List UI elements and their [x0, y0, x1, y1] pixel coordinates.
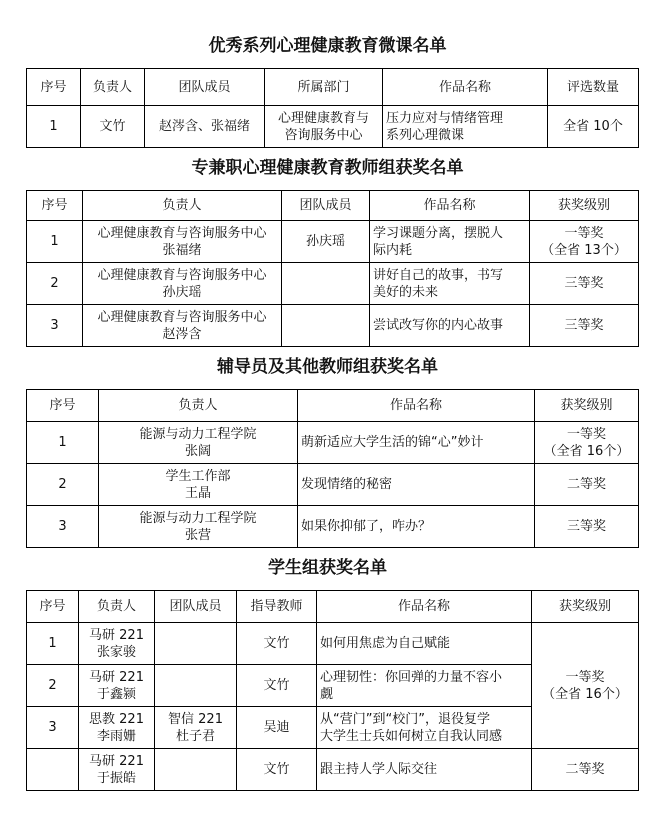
cell-line: 全省 10个: [563, 119, 623, 134]
table-row: [27, 464, 639, 506]
cell-line: 3: [48, 720, 57, 735]
cell: [237, 749, 317, 791]
cell: [27, 623, 79, 665]
merged-award-cell: [532, 623, 639, 749]
cell: [99, 464, 298, 506]
cell: [298, 464, 535, 506]
cell: [370, 263, 530, 305]
cell-line: 际内耗: [373, 242, 413, 258]
header-cell: 序号: [27, 591, 79, 623]
cell: [282, 305, 370, 347]
cell: [370, 305, 530, 347]
cell: [282, 263, 370, 305]
cell: [237, 665, 317, 707]
header-cell: 团队成员: [145, 69, 265, 106]
cell-line: 1: [58, 435, 67, 450]
cell-line: 心理健康教育与咨询服务中心: [97, 225, 267, 241]
cell: [265, 106, 383, 148]
cell-line: 心理健康教育与咨询服务中心: [97, 267, 267, 283]
cell: [99, 422, 298, 464]
table-counselors: [26, 389, 639, 548]
header-cell: 作品名称: [370, 191, 530, 221]
cell-line: （全省 16个）: [542, 686, 628, 702]
cell-line: 张营: [184, 527, 211, 543]
table-teachers: [26, 190, 639, 347]
cell-line: 能源与动力工程学院: [139, 426, 257, 442]
cell: [27, 665, 79, 707]
cell-line: 心理韧性：你回弹的力量不容小: [320, 669, 503, 685]
cell: [317, 665, 532, 707]
cell-line: 二等奖: [565, 762, 605, 777]
section-title-microlecture: 优秀系列心理健康教育微课名单: [208, 36, 447, 56]
table-row: [27, 263, 639, 305]
cell-line: 2: [48, 678, 57, 693]
cell-line: 压力应对与情绪管理: [386, 110, 504, 126]
cell-line: 赵涔含、张福绪: [158, 119, 250, 134]
cell-line: 张福绪: [162, 242, 202, 258]
cell: [27, 106, 81, 148]
cell: [79, 707, 155, 749]
cell: [370, 221, 530, 263]
cell-line: 觑: [320, 686, 334, 702]
cell-line: 3: [58, 519, 67, 534]
cell-line: 于振皓: [96, 770, 136, 786]
header-cell: 获奖级别: [530, 191, 639, 221]
cell-line: 三等奖: [566, 519, 606, 534]
header-cell: 获奖级别: [535, 390, 639, 422]
cell-line: 张家骏: [96, 644, 136, 660]
cell-line: 王晶: [184, 485, 211, 501]
cell-line: 二等奖: [566, 477, 606, 492]
header-cell: 作品名称: [317, 591, 532, 623]
header-cell: 序号: [27, 191, 83, 221]
cell-line: 讲好自己的故事，书写: [373, 267, 504, 283]
cell-line: 1: [48, 636, 57, 651]
header-cell: 作品名称: [298, 390, 535, 422]
header-cell: 负责人: [81, 69, 145, 106]
cell-line: 李雨姗: [96, 728, 136, 744]
cell: [27, 305, 83, 347]
cell: [548, 106, 639, 148]
cell-line: 杜子君: [175, 728, 215, 744]
cell-line: 孙庆瑶: [305, 234, 345, 249]
header-cell: 负责人: [83, 191, 282, 221]
cell: [155, 749, 237, 791]
cell-line: 2: [50, 276, 59, 291]
cell: [298, 422, 535, 464]
cell: [532, 749, 639, 791]
cell-line: 如果你抑郁了，咋办？: [301, 519, 432, 534]
cell-line: 咨询服务中心: [284, 127, 363, 143]
cell: [27, 506, 99, 548]
cell: [535, 422, 639, 464]
cell-line: 一等奖: [564, 225, 604, 241]
table-row: [27, 623, 639, 665]
cell: [317, 749, 532, 791]
cell: [27, 464, 99, 506]
cell-line: 三等奖: [564, 276, 604, 291]
cell: [27, 263, 83, 305]
cell: [79, 665, 155, 707]
cell: [383, 106, 548, 148]
cell: [317, 623, 532, 665]
header-cell: 获奖级别: [532, 591, 639, 623]
header-cell: 序号: [27, 390, 99, 422]
header-cell: 序号: [27, 69, 81, 106]
table-row: [27, 422, 639, 464]
cell-line: 于鑫颍: [96, 686, 136, 702]
cell: [79, 749, 155, 791]
cell-line: 萌新适应大学生活的锦“心”妙计: [301, 435, 484, 450]
cell-line: 张阔: [184, 443, 211, 459]
header-cell: 指导教师: [237, 591, 317, 623]
cell: [99, 506, 298, 548]
cell: [81, 106, 145, 148]
cell-line: （全省 13个）: [541, 242, 627, 258]
cell-line: 马研 221: [89, 753, 144, 769]
cell: [27, 707, 79, 749]
cell-line: 美好的未来: [373, 284, 439, 300]
cell-line: 一等奖: [566, 426, 606, 442]
table-header-row: [27, 390, 639, 422]
header-cell: 负责人: [79, 591, 155, 623]
cell-line: 1: [50, 234, 59, 249]
cell-line: 发现情绪的秘密: [301, 477, 393, 492]
cell: [83, 305, 282, 347]
header-cell: 所属部门: [265, 69, 383, 106]
cell: [27, 749, 79, 791]
cell: [155, 665, 237, 707]
cell-line: 从“营门”到“校门”，退役复学: [320, 711, 490, 727]
cell-line: （全省 16个）: [543, 443, 630, 459]
header-cell: 团队成员: [155, 591, 237, 623]
cell-line: 如何用焦虑为自己赋能: [320, 636, 451, 651]
header-cell: 作品名称: [383, 69, 548, 106]
cell-line: 系列心理微课: [386, 127, 465, 143]
cell-line: 文竹: [99, 119, 126, 134]
cell-line: 2: [58, 477, 67, 492]
cell: [155, 707, 237, 749]
cell: [298, 506, 535, 548]
cell-line: 一等奖: [565, 669, 605, 685]
cell-line: 三等奖: [564, 318, 604, 333]
cell-line: 马研 221: [89, 627, 144, 643]
cell-line: 心理健康教育与咨询服务中心: [97, 309, 267, 325]
cell-line: 吴迪: [263, 720, 290, 735]
cell-line: 大学生士兵如何树立自我认同感: [320, 728, 503, 744]
cell: [83, 221, 282, 263]
table-row: [27, 749, 639, 791]
cell-line: 跟主持人学人际交往: [320, 762, 438, 777]
cell: [530, 221, 639, 263]
cell-line: 马研 221: [89, 669, 144, 685]
cell-line: 文竹: [263, 762, 290, 777]
cell-line: 学生工作部: [165, 468, 231, 484]
cell-line: 文竹: [263, 636, 290, 651]
cell: [79, 623, 155, 665]
cell: [535, 506, 639, 548]
table-row: [27, 506, 639, 548]
table-header-row: [27, 591, 639, 623]
cell: [83, 263, 282, 305]
section-title-counselors: 辅导员及其他教师组获奖名单: [217, 357, 438, 377]
cell-line: 赵涔含: [162, 326, 202, 342]
cell: [27, 422, 99, 464]
cell: [530, 263, 639, 305]
cell: [27, 221, 83, 263]
cell-line: 智信 221: [168, 711, 223, 727]
cell: [237, 623, 317, 665]
table-header-row: [27, 191, 639, 221]
table-students: [26, 590, 639, 791]
header-cell: 评选数量: [548, 69, 639, 106]
cell: [530, 305, 639, 347]
header-cell: 负责人: [99, 390, 298, 422]
section-title-students: 学生组获奖名单: [268, 558, 387, 578]
cell: [282, 221, 370, 263]
cell-line: 学习课题分离，摆脱人: [373, 225, 504, 241]
table-header-row: [27, 69, 639, 106]
cell-line: 尝试改写你的内心故事: [373, 318, 504, 333]
section-title-teachers: 专兼职心理健康教育教师组获奖名单: [191, 158, 464, 178]
cell: [317, 707, 532, 749]
cell-line: 能源与动力工程学院: [139, 510, 257, 526]
cell-line: 心理健康教育与: [277, 110, 369, 126]
table-microlecture: [26, 68, 639, 148]
table-row: [27, 106, 639, 148]
cell: [155, 623, 237, 665]
cell-line: 3: [50, 318, 59, 333]
header-cell: 团队成员: [282, 191, 370, 221]
cell-line: 1: [49, 119, 58, 134]
table-row: [27, 221, 639, 263]
cell: [535, 464, 639, 506]
table-row: [27, 305, 639, 347]
cell: [237, 707, 317, 749]
cell-line: 孙庆瑶: [162, 284, 202, 300]
cell: [145, 106, 265, 148]
cell-line: 思教 221: [89, 711, 144, 727]
cell-line: 文竹: [263, 678, 290, 693]
